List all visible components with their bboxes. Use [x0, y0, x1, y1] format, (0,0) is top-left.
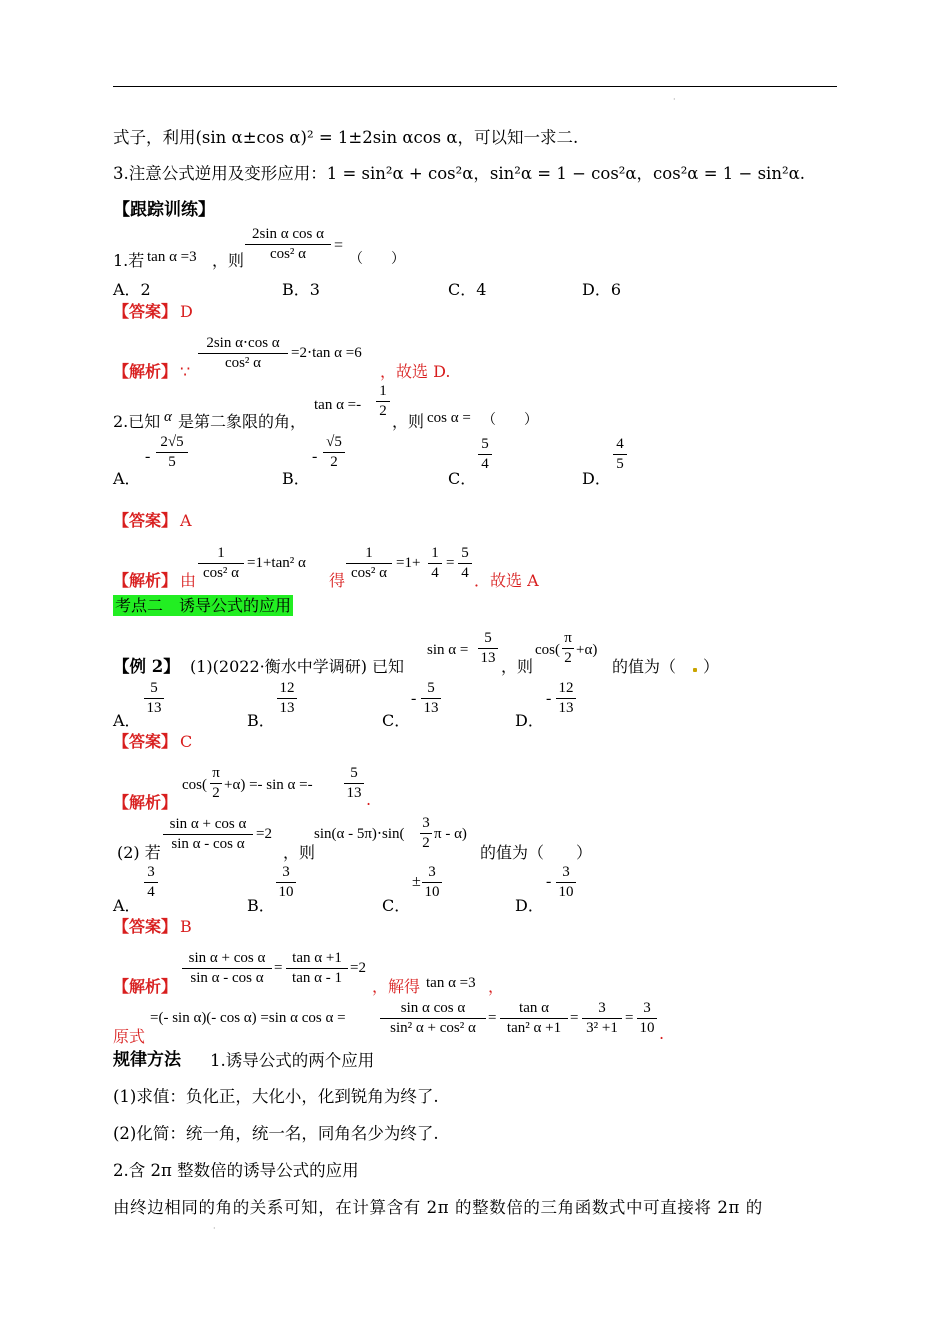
- ex2b-tan-result: tan α =3: [426, 975, 476, 991]
- ex2b-sol-s2-den: tan α - 1: [292, 970, 342, 987]
- q2-alpha: α: [164, 409, 172, 425]
- ex2b-sol-s1-num: sin α + cos α: [188, 950, 266, 966]
- ex2-value-of: 的值为（: [612, 657, 677, 676]
- ex2b-result-r3-num: 3: [598, 1000, 606, 1016]
- ex2b-condition-rest: =2: [256, 826, 272, 842]
- q2-option-a-label[interactable]: A．: [113, 469, 141, 488]
- header-dot: ·: [673, 95, 676, 104]
- ex2b-comma: ，: [488, 977, 505, 996]
- q2-option-c-label[interactable]: C．: [448, 469, 477, 488]
- ex2-blank-marker: [693, 668, 697, 672]
- topic-2-text: 考点二 诱导公式的应用: [115, 596, 292, 615]
- ex2b-result-r4-den: 10: [639, 1020, 655, 1037]
- ex2b-expr-right: π - α): [434, 826, 467, 842]
- q2-option-a-sign: -: [145, 448, 151, 465]
- ex2-close: ）: [703, 657, 720, 676]
- q2-conclusion: ．故选 A: [474, 571, 539, 590]
- q1-solution-rest: =2⋅tan α =6: [291, 345, 362, 361]
- q2-condition-den: 2: [379, 403, 387, 420]
- ex2-option-a-num: 5: [150, 680, 158, 696]
- ex2b-sol-s1-eq: =: [274, 960, 283, 976]
- ex2b-expr-left: sin(α - 5π)⋅sin(: [314, 826, 405, 842]
- ex2b-option-c-label[interactable]: C．: [382, 896, 411, 915]
- q1-option-a[interactable]: A．2: [113, 280, 151, 299]
- q2-condition-fraction: [376, 383, 390, 421]
- q2-option-c-num: 5: [481, 436, 489, 452]
- q1-option-d[interactable]: D．6: [582, 280, 622, 299]
- q2-condition-left: tan α =-: [314, 397, 362, 413]
- ex2b-result-eq-2: =: [570, 1010, 579, 1026]
- ex2b-sol-fraction-2: [286, 950, 348, 988]
- ex2b-option-c-fraction[interactable]: [422, 864, 442, 902]
- q2-sol-f2-den: cos² α: [350, 565, 388, 582]
- ex2b-answer-tag: 【答案】: [113, 917, 178, 936]
- ex2b-result-left: =(- sin α)(- cos α) =sin α cos α =: [150, 1010, 346, 1026]
- method-point-2: (2)化简：统一角，统一名，同角名少为终了.: [113, 1124, 439, 1143]
- ex2-cos-fraction: [562, 630, 574, 668]
- q2-sol-f2-mid: =1+: [396, 555, 421, 571]
- ex2b-result-r1-num: sin α cos α: [400, 1000, 466, 1016]
- q2-analysis-tag: 【解析】: [113, 571, 178, 590]
- q1-blank: （ ）: [349, 251, 405, 267]
- ex2b-option-d-fraction[interactable]: [556, 864, 576, 902]
- intro-line-1: 式子，利用(sin α±cos α)² = 1±2sin αcos α，可以知一求二.: [113, 128, 579, 147]
- q2-sol-f4-den: 4: [461, 565, 469, 582]
- ex2b-sol-s2-rest: =2: [350, 960, 366, 976]
- ex2-sol-den: 13: [346, 785, 362, 802]
- q2-sol-fraction-1: [198, 545, 244, 583]
- ex2-analysis-tag: 【解析】: [113, 793, 178, 812]
- ex2-option-c-fraction[interactable]: [421, 680, 441, 718]
- q2-sol-f1-rest: =1+tan² α: [247, 555, 306, 571]
- ex2-option-c-den: 13: [423, 700, 439, 717]
- q2-ask: cos α =: [427, 410, 471, 426]
- q2-option-d-fraction[interactable]: [613, 436, 627, 474]
- ex2b-condition-den: sin α - cos α: [171, 836, 245, 853]
- ex2b-result-end: .: [659, 1024, 665, 1043]
- ex2-cos-pi: π: [564, 630, 572, 646]
- ex2-sol-fraction: [344, 765, 364, 803]
- q1-solution-denominator: cos² α: [224, 355, 262, 372]
- ex2-option-c-num: 5: [427, 680, 435, 696]
- ex2-option-c-label[interactable]: C．: [382, 711, 411, 730]
- q2-get: 得: [329, 571, 346, 590]
- q1-solution-numerator: 2sin α⋅cos α: [206, 335, 280, 351]
- q1-option-b[interactable]: B．3: [282, 280, 320, 299]
- ex2b-result-r4-num: 3: [643, 1000, 651, 1016]
- ex2b-solve: ，解得: [372, 977, 421, 996]
- q1-since: ∵: [180, 362, 191, 381]
- ex2-then: ，则: [501, 657, 534, 676]
- q2-answer: A: [180, 511, 192, 530]
- q2-sol-f3-eq: =: [446, 555, 455, 571]
- ex2-option-b-den: 13: [279, 700, 295, 717]
- topic-2-heading: [113, 596, 293, 615]
- ex2-option-d-fraction[interactable]: [556, 680, 576, 718]
- ex2-sin-den: 13: [480, 650, 496, 667]
- method-topic-1: 1.诱导公式的两个应用: [210, 1051, 375, 1070]
- q2-sol-f3-den: 4: [431, 565, 439, 582]
- footer-dot: ·: [213, 1224, 216, 1233]
- q2-sol-f1-den: cos² α: [202, 565, 240, 582]
- ex2-sol-mid: +α) =- sin α =-: [224, 777, 313, 793]
- q2-condition-num: 1: [379, 383, 387, 399]
- q2-mid: 是第二象限的角，: [178, 412, 307, 431]
- ex2-sol-end: .: [366, 790, 372, 809]
- ex2b-expr-fraction: [420, 815, 432, 853]
- ex2-sol-pi-fraction: [210, 765, 222, 803]
- q1-answer: D: [180, 302, 193, 321]
- ex2-option-a-fraction[interactable]: [144, 680, 164, 718]
- ex2-sol-num: 5: [350, 765, 358, 781]
- q2-option-b-den: 2: [330, 454, 338, 471]
- q2-answer-tag: 【答案】: [113, 511, 178, 530]
- header-rule: [113, 86, 837, 87]
- intro-line-2: 3.注意公式逆用及变形应用：1 = sin²α + cos²α，sin²α = 1 − cos²α，cos²α = 1 − sin²α.: [113, 164, 805, 183]
- ex2b-analysis-tag: 【解析】: [113, 977, 178, 996]
- ex2b-sol-s1-den: sin α - cos α: [190, 970, 264, 987]
- ex2-option-b-label[interactable]: B．: [247, 711, 275, 730]
- ex2-sol-pi: π: [212, 765, 220, 781]
- q2-option-b-num: √5: [326, 434, 342, 450]
- q2-option-b-label[interactable]: B．: [282, 469, 310, 488]
- ex2b-option-d-num: 3: [562, 864, 570, 880]
- ex2b-condition-fraction: [163, 816, 253, 854]
- ex2b-expr-den: 2: [422, 835, 430, 852]
- method-topic-2: 2.含 2π 整数倍的诱导公式的应用: [113, 1161, 359, 1180]
- ex2b-option-b-den: 10: [278, 884, 294, 901]
- q1-prefix: 1.若: [113, 251, 145, 270]
- ex2b-option-d-label[interactable]: D．: [515, 896, 544, 915]
- q1-analysis-tag: 【解析】: [113, 362, 178, 381]
- ex2b-prefix: (2) 若: [117, 843, 161, 862]
- ex2-option-d-label[interactable]: D．: [515, 711, 544, 730]
- ex2-option-d-sign: -: [546, 690, 552, 707]
- method-point-1: (1)求值：负化正，大化小，化到锐角为终了.: [113, 1087, 439, 1106]
- example-2-tag: 【例 2】: [113, 657, 180, 676]
- ex2-option-a-label[interactable]: A．: [113, 711, 141, 730]
- ex2-sol-left: cos(: [182, 777, 207, 793]
- q2-sol-f2-num: 1: [365, 545, 373, 561]
- q1-condition: tan α =3: [147, 249, 197, 265]
- q2-option-c-den: 4: [481, 456, 489, 473]
- q2-sol-f4-num: 5: [461, 545, 469, 561]
- ex2b-result-fraction-2: [500, 1000, 568, 1038]
- ex2-option-d-num: 12: [558, 680, 574, 696]
- q2-option-b-sign: -: [312, 448, 318, 465]
- ex2-option-a-den: 13: [146, 700, 162, 717]
- ex2b-option-c-den: 10: [424, 884, 440, 901]
- q2-option-a-num: 2√5: [160, 434, 184, 450]
- q1-answer-tag: 【答案】: [113, 302, 178, 321]
- ex2b-option-d-sign: -: [546, 873, 552, 890]
- q2-option-d-den: 5: [616, 456, 624, 473]
- ex2-option-c-sign: -: [411, 690, 417, 707]
- ex2-option-b-fraction[interactable]: [277, 680, 297, 718]
- ex2b-condition-num: sin α + cos α: [169, 816, 247, 832]
- q2-option-d-label[interactable]: D．: [582, 469, 611, 488]
- ex2-cos-right: +α): [576, 642, 598, 658]
- q2-prefix: 2.已知: [113, 412, 161, 431]
- method-title: 规律方法: [113, 1050, 181, 1070]
- q1-fraction-denominator: cos² α: [269, 246, 307, 263]
- ex2b-result-fraction-1: [380, 1000, 486, 1038]
- q2-sol-fraction-2: [346, 545, 392, 583]
- ex2b-option-a-fraction[interactable]: [144, 864, 158, 902]
- example-2-part1: (1)(2022·衡水中学调研) 已知: [190, 657, 405, 676]
- q2-sol-fraction-4: [458, 545, 472, 583]
- q2-by: 由: [180, 571, 197, 590]
- ex2-sin-left: sin α =: [427, 642, 469, 658]
- ex2-cos-two: 2: [564, 650, 572, 667]
- ex2b-answer: B: [180, 917, 192, 936]
- q2-option-a-den: 5: [168, 454, 176, 471]
- ex2b-result-eq-1: =: [488, 1010, 497, 1026]
- ex2b-option-a-label[interactable]: A．: [113, 896, 141, 915]
- method-point-3: 由终边相同的角的关系可知，在计算含有 2π 的整数倍的三角函数式中可直接将 2π 的: [113, 1198, 763, 1217]
- ex2b-original: 原式: [113, 1027, 146, 1046]
- ex2-option-b-num: 12: [279, 680, 295, 696]
- q1-fraction-numerator: 2sin α cos α: [252, 226, 324, 242]
- ex2b-result-fraction-3: [582, 1000, 622, 1038]
- q1-then: ，则: [212, 251, 245, 270]
- q1-fraction: [245, 226, 331, 264]
- ex2b-result-r1-den: sin² α + cos² α: [390, 1020, 476, 1037]
- ex2b-expr-num: 3: [422, 815, 430, 831]
- ex2-sol-two: 2: [212, 785, 220, 802]
- ex2b-option-c-num: 3: [428, 864, 436, 880]
- q2-option-b-fraction[interactable]: [323, 434, 345, 472]
- ex2b-sol-fraction-1: [182, 950, 272, 988]
- q2-option-c-fraction[interactable]: [478, 436, 492, 474]
- q1-solution-fraction: [198, 335, 288, 373]
- q2-option-d-num: 4: [616, 436, 624, 452]
- ex2b-option-a-num: 3: [147, 864, 155, 880]
- ex2b-sol-s2-num: tan α +1: [292, 950, 342, 966]
- q1-conclusion: ，故选 D.: [380, 362, 451, 381]
- q1-equals: =: [334, 237, 344, 254]
- ex2-option-d-den: 13: [558, 700, 574, 717]
- q2-blank: （ ）: [482, 412, 538, 428]
- q2-sol-f3-num: 1: [431, 545, 439, 561]
- q2-then: ，则: [392, 412, 425, 431]
- ex2b-option-c-sign: ±: [412, 873, 421, 890]
- ex2-answer-tag: 【答案】: [113, 732, 178, 751]
- ex2b-result-eq-3: =: [625, 1010, 634, 1026]
- ex2b-result-fraction-4: [637, 1000, 657, 1038]
- ex2b-value-of: 的值为（ ）: [480, 843, 593, 862]
- q2-sol-fraction-3: [428, 545, 442, 583]
- q2-option-a-fraction[interactable]: [156, 434, 188, 472]
- q1-option-c[interactable]: C．4: [448, 280, 487, 299]
- ex2-sin-fraction: [478, 630, 498, 668]
- ex2b-option-b-label[interactable]: B．: [247, 896, 275, 915]
- ex2b-result-r3-den: 3² +1: [586, 1020, 618, 1037]
- section-title: 【跟踪训练】: [113, 200, 215, 220]
- ex2-cos-left: cos(: [535, 642, 560, 658]
- ex2b-result-r2-den: tan² α +1: [506, 1020, 562, 1037]
- ex2b-option-d-den: 10: [558, 884, 574, 901]
- ex2b-result-r2-num: tan α: [519, 1000, 549, 1016]
- q2-sol-f1-num: 1: [217, 545, 225, 561]
- ex2b-then: ，则: [283, 843, 316, 862]
- ex2b-option-a-den: 4: [147, 884, 155, 901]
- ex2-answer: C: [180, 732, 193, 751]
- ex2-sin-num: 5: [484, 630, 492, 646]
- ex2b-option-b-fraction[interactable]: [276, 864, 296, 902]
- ex2b-option-b-num: 3: [282, 864, 290, 880]
